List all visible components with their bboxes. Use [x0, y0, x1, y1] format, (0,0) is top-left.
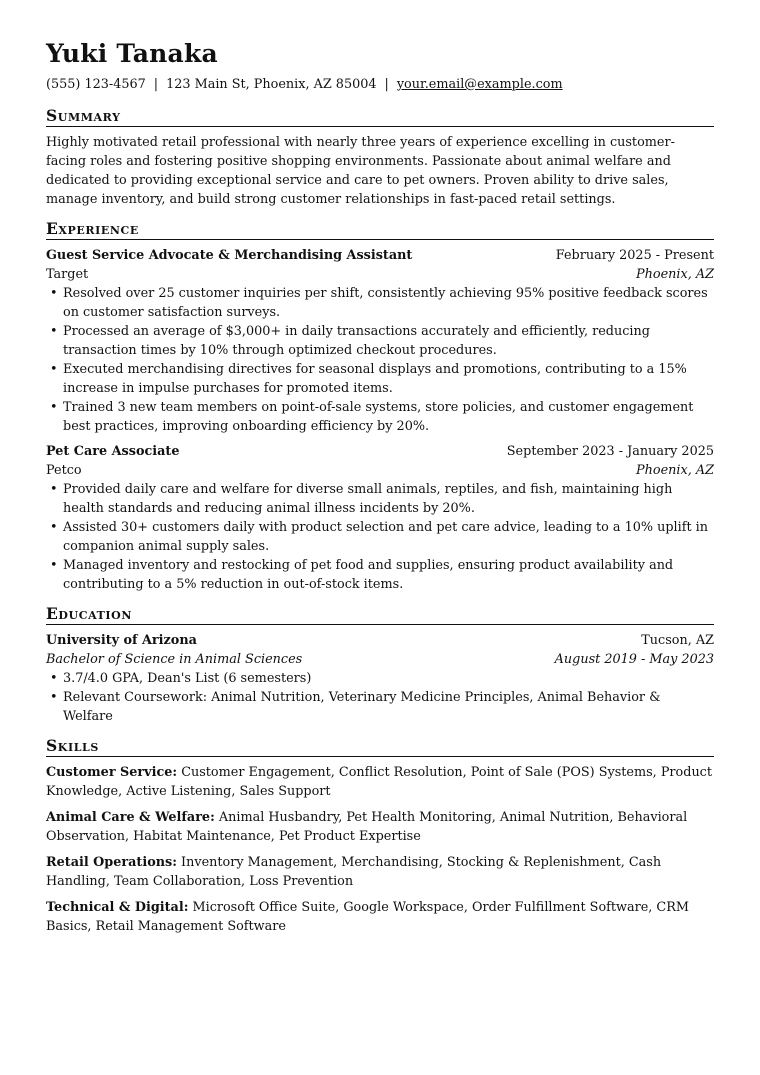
- contact-separator: |: [153, 77, 159, 92]
- address: 123 Main St, Phoenix, AZ 85004: [166, 77, 377, 92]
- section-title-experience: Experience: [46, 219, 714, 240]
- phone-number: (555) 123-4567: [46, 77, 146, 92]
- contact-separator: |: [384, 77, 389, 92]
- job-header: [46, 442, 714, 461]
- skill-items: Inventory Management, Merchandising, Stocking & Replenishment, Cash Handling, Team Collaboration, Loss Prevention: [46, 855, 662, 889]
- job-bullets: [46, 284, 714, 436]
- section-title-education: Education: [46, 604, 714, 625]
- bullet-item: • Executed merchandising directives for seasonal displays and promotions, contributing to a 15% increase in impulse purchases for promoted items.: [46, 360, 714, 398]
- skill-items: Microsoft Office Suite, Google Workspace, Order Fulfillment Software, CRM Basics, Retail Management Software: [46, 900, 689, 934]
- bullet-item: • Processed an average of $3,000+ in daily transactions accurately and efficiently, reducing transaction times by 10% through optimized checkout procedures.: [46, 322, 714, 360]
- education-bullets: [46, 669, 714, 726]
- bullet-item: • Relevant Coursework: Animal Nutrition, Veterinary Medicine Principles, Animal Behavior & Welfare: [46, 688, 714, 726]
- skill-label: Technical & Digital:: [46, 900, 189, 915]
- summary-text: Highly motivated retail professional with nearly three years of experience excelling in customer-facing roles and fostering positive shopping environments. Passionate about animal welfare and dedicated to providing exceptional service and care to pet owners. Proven ability to drive sales, manage inventory, and build strong customer relationships in fast-paced retail settings.: [46, 135, 675, 207]
- job-entry-target: [46, 246, 714, 436]
- resume-page: [46, 38, 714, 946]
- skills-section: [46, 736, 714, 936]
- section-title-skills: Skills: [46, 736, 714, 757]
- school-location: Tucson, AZ: [641, 633, 714, 648]
- summary-section: [46, 106, 714, 209]
- section-title-summary: Summary: [46, 106, 714, 127]
- skill-group: [46, 853, 714, 891]
- skill-group: [46, 763, 714, 801]
- degree: Bachelor of Science in Animal Sciences: [46, 652, 303, 667]
- job-location: Phoenix, AZ: [636, 267, 714, 282]
- education-section: [46, 604, 714, 726]
- job-dates: September 2023 - January 2025: [506, 444, 714, 459]
- contact-line: [46, 76, 714, 94]
- job-header: [46, 246, 714, 265]
- skill-items: Customer Engagement, Conflict Resolution, Point of Sale (POS) Systems, Product Knowledge, Active Listening, Sales Support: [46, 765, 712, 799]
- bullet-item: • Provided daily care and welfare for diverse small animals, reptiles, and fish, maintaining high health standards and reducing animal illness incidents by 20%.: [46, 480, 714, 518]
- education-dates: August 2019 - May 2023: [554, 652, 714, 667]
- job-role: Pet Care Associate: [46, 444, 180, 459]
- job-location: Phoenix, AZ: [636, 463, 714, 478]
- job-entry-petco: [46, 442, 714, 594]
- job-bullets: [46, 480, 714, 594]
- education-subheader: [46, 650, 714, 669]
- skill-items: Animal Husbandry, Pet Health Monitoring, Animal Nutrition, Behavioral Observation, Habitat Maintenance, Pet Product Expertise: [46, 810, 688, 844]
- skill-group: [46, 898, 714, 936]
- job-company: Target: [46, 267, 89, 282]
- candidate-name: Yuki Tanaka: [46, 39, 218, 68]
- bullet-item: • Managed inventory and restocking of pet food and supplies, ensuring product availability and contributing to a 5% reduction in out-of-stock items.: [46, 556, 714, 594]
- education-header: [46, 631, 714, 650]
- job-dates: February 2025 - Present: [555, 248, 714, 263]
- bullet-item: • Assisted 30+ customers daily with product selection and pet care advice, leading to a 10% uplift in companion animal supply sales.: [46, 518, 714, 556]
- job-subheader: [46, 461, 714, 480]
- school-name: University of Arizona: [46, 633, 197, 648]
- skill-label: Retail Operations:: [46, 855, 177, 870]
- job-subheader: [46, 265, 714, 284]
- experience-section: [46, 219, 714, 594]
- job-role: Guest Service Advocate & Merchandising Assistant: [46, 248, 413, 263]
- bullet-item: • Resolved over 25 customer inquiries per shift, consistently achieving 95% positive feedback scores on customer satisfaction surveys.: [46, 284, 714, 322]
- skill-label: Customer Service:: [46, 765, 178, 780]
- email-link[interactable]: your.email@example.com: [396, 77, 563, 92]
- skill-group: [46, 808, 714, 846]
- bullet-item: • Trained 3 new team members on point-of-sale systems, store policies, and customer engagement best practices, improving onboarding efficiency by 20%.: [46, 398, 714, 436]
- skill-label: Animal Care & Welfare:: [46, 810, 215, 825]
- bullet-item: • 3.7/4.0 GPA, Dean's List (6 semesters): [46, 669, 714, 688]
- job-company: Petco: [46, 463, 82, 478]
